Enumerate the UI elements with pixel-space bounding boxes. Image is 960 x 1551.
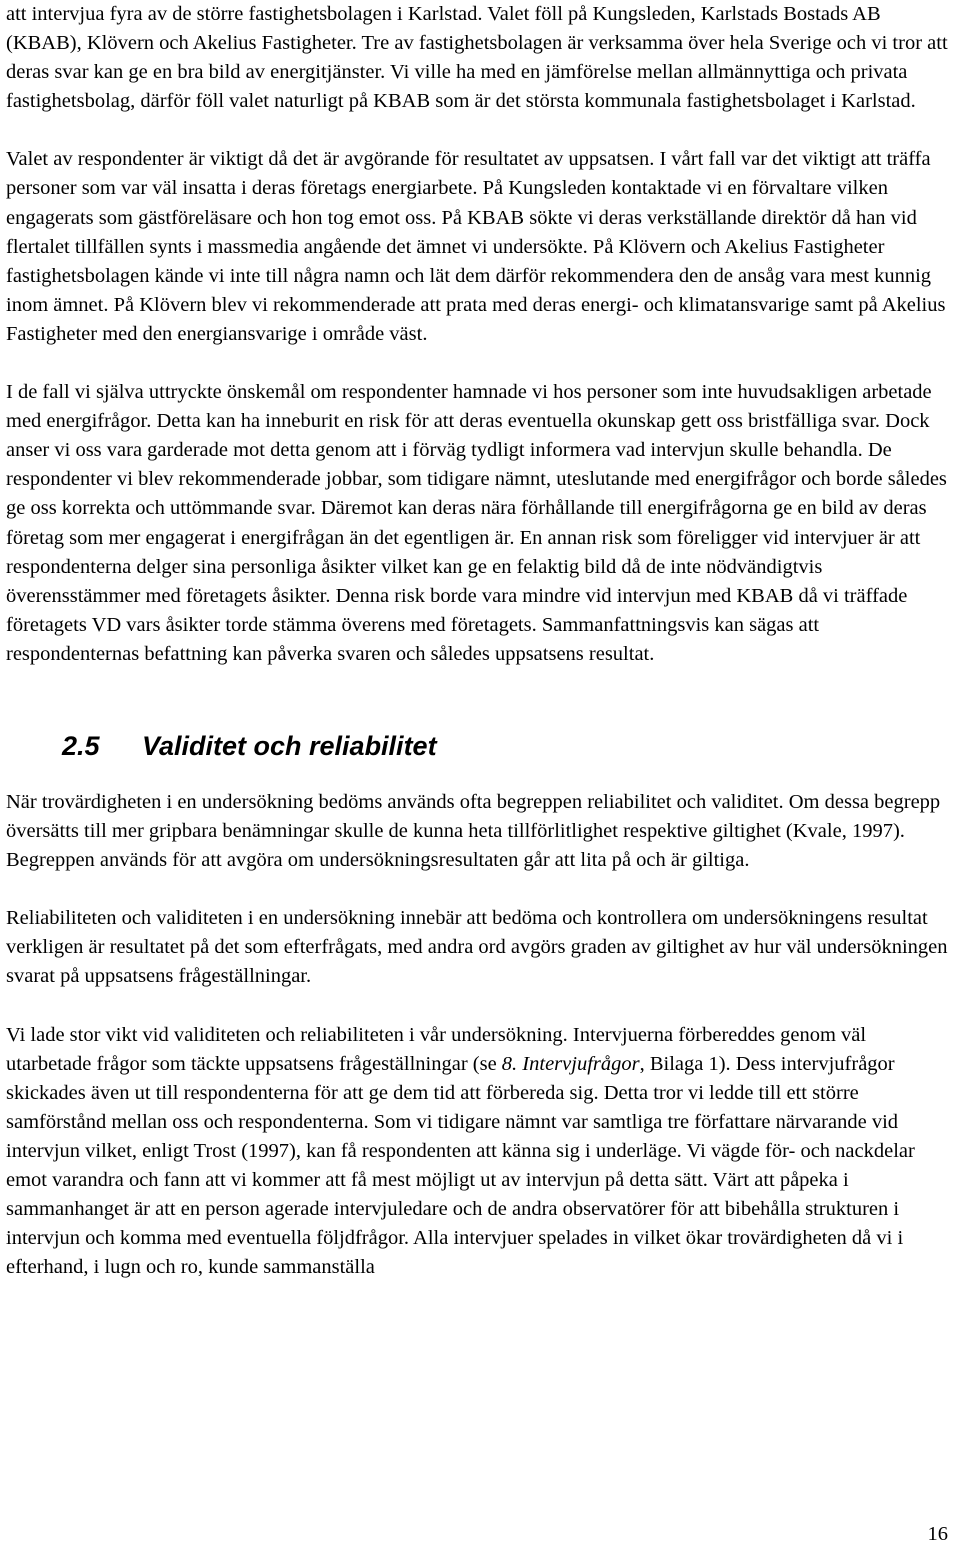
section-heading xyxy=(6,726,950,766)
paragraph-respondent-selection: Valet av respondenter är viktigt då det är avgörande för resultatet av uppsatsen. I vårt fall var det viktigt att träffa personer som var väl insatta i deras företags energiarbete. På Kungsleden kontaktade vi en förvaltare vilken engagerats som gästföreläsare och hon tog emot oss. På KBAB sökte vi deras verkställande direktör då han vid flertalet tillfällen synts i massmedia angående det ämnet vi undersökte. På Klövern och Akelius Fastigheter fastighetsbolagen kände vi inte till några namn och lät dem därför rekommendera den de ansåg vara mest kunnig inom ämnet. På Klövern blev vi rekommenderade att prata med deras energi- och klimatansvarige samt på Akelius Fastigheter med den energiansvarige i område väst. xyxy=(6,148,946,345)
paragraph-gap xyxy=(6,875,950,904)
appendix-reference: 8. Intervjufrågor xyxy=(501,1052,640,1075)
page-number: 16 xyxy=(927,1523,948,1545)
paragraph-text-part: Vi lade stor vikt vid validiteten och reliabiliteten i vår undersökning. Intervjuerna förbereddes genom väl utarbetade frågor som täckte uppsatsens frågeställningar (se xyxy=(6,1023,867,1075)
page-content xyxy=(6,0,950,1282)
paragraph-validity-measures xyxy=(6,1021,950,1283)
paragraph-respondent-companies: att intervjua fyra av de större fastighetsbolagen i Karlstad. Valet föll på Kungsleden, Karlstads Bostads AB (KBAB), Klövern och Akelius Fastigheter. Tre av fastighetsbolagen är verksamma över hela Sverige och vi tror att deras svar kan ge en bra bild av energitjänster. Vi ville ha med en jämförelse mellan allmännyttiga och privata fastighetsbolag, därför föll valet naturligt på KBAB som är det största kommunala fastighetsbolaget i Karlstad. xyxy=(6,3,948,113)
paragraph-respondent-risks: I de fall vi själva uttryckte önskemål om respondenter hamnade vi hos personer som inte huvudsakligen arbetade med energifrågor. Detta kan ha inneburit en risk för att deras eventuella okunskap gett oss bristfälliga svar. Dock anser vi oss vara garderade mot detta genom att i förväg tydligt informera vad intervjun skulle behandla. De respondenter vi blev rekommenderade jobbar, som tidigare nämnt, uteslutande med energifrågor och borde således ge oss korrekta och uttömmande svar. Däremot kan deras nära förhållande till energifrågorna ge en bild av deras företag som mer engagerat i energifrågan än det egentligen är. En annan risk som föreligger vid intervjuer är att respondenterna delger sina personliga åsikter vilket kan ge en felaktig bild då de inte nödvändigtvis överensstämmer med företagets åsikter. Denna risk borde vara mindre vid intervjun med KBAB då vi träffade företagets VD vars åsikter torde stämma överens med företagets. Sammanfattningsvis kan sägas att respondenternas befattning kan påverka svaren och således uppsatsens resultat. xyxy=(6,381,947,665)
paragraph-reliability-meaning: Reliabiliteten och validiteten i en undersökning innebär att bedöma och kontrollera om undersökningens resultat verkligen är resultatet på det som efterfrågats, med andra ord avgörs graden av giltighet av hur väl undersökningen svarat på uppsatsens frågeställningar. xyxy=(6,907,948,988)
section-number: 2.5 xyxy=(62,730,100,761)
paragraph-text-part: , Bilaga 1). Dess intervjufrågor skickades även ut till respondenterna för att ge dem tid att förbereda sig. Detta tror vi ledde till ett större samförstånd mellan oss och respondenterna. Som vi tidigare nämnt var samtliga tre författare närvarande vid intervjun vilket, enligt Trost (1997), kan få respondenten att känna sig i underläge. Vi vägde för- och nackdelar emot varandra och fann att vi kommer att få mest möjligt ut av intervjun på detta sätt. Värt att påpeka i sammanhanget är att en person agerade intervjuledare och de andra observatörer för att bibehålla strukturen i intervjun och komma med eventuella följdfrågor. Alla intervjuer spelades in vilket ökar trovärdigheten då vi i efterhand, i lugn och ro, kunde sammanställa xyxy=(6,1052,915,1279)
paragraph-gap xyxy=(6,992,950,1021)
paragraph-gap xyxy=(6,349,950,378)
paragraph-gap xyxy=(6,116,950,145)
heading-gap xyxy=(6,766,950,788)
paragraph-reliability-definition: När trovärdigheten i en undersökning bedöms används ofta begreppen reliabilitet och validitet. Om dessa begrepp översätts till mer gripbara benämningar skulle de kunna heta tillförlitlighet respektive giltighet (Kvale, 1997). Begreppen används för att avgöra om undersökningsresultaten går att lita på och är giltiga. xyxy=(6,790,941,872)
section-title: Validitet och reliabilitet xyxy=(142,730,437,761)
section-gap xyxy=(6,669,950,726)
